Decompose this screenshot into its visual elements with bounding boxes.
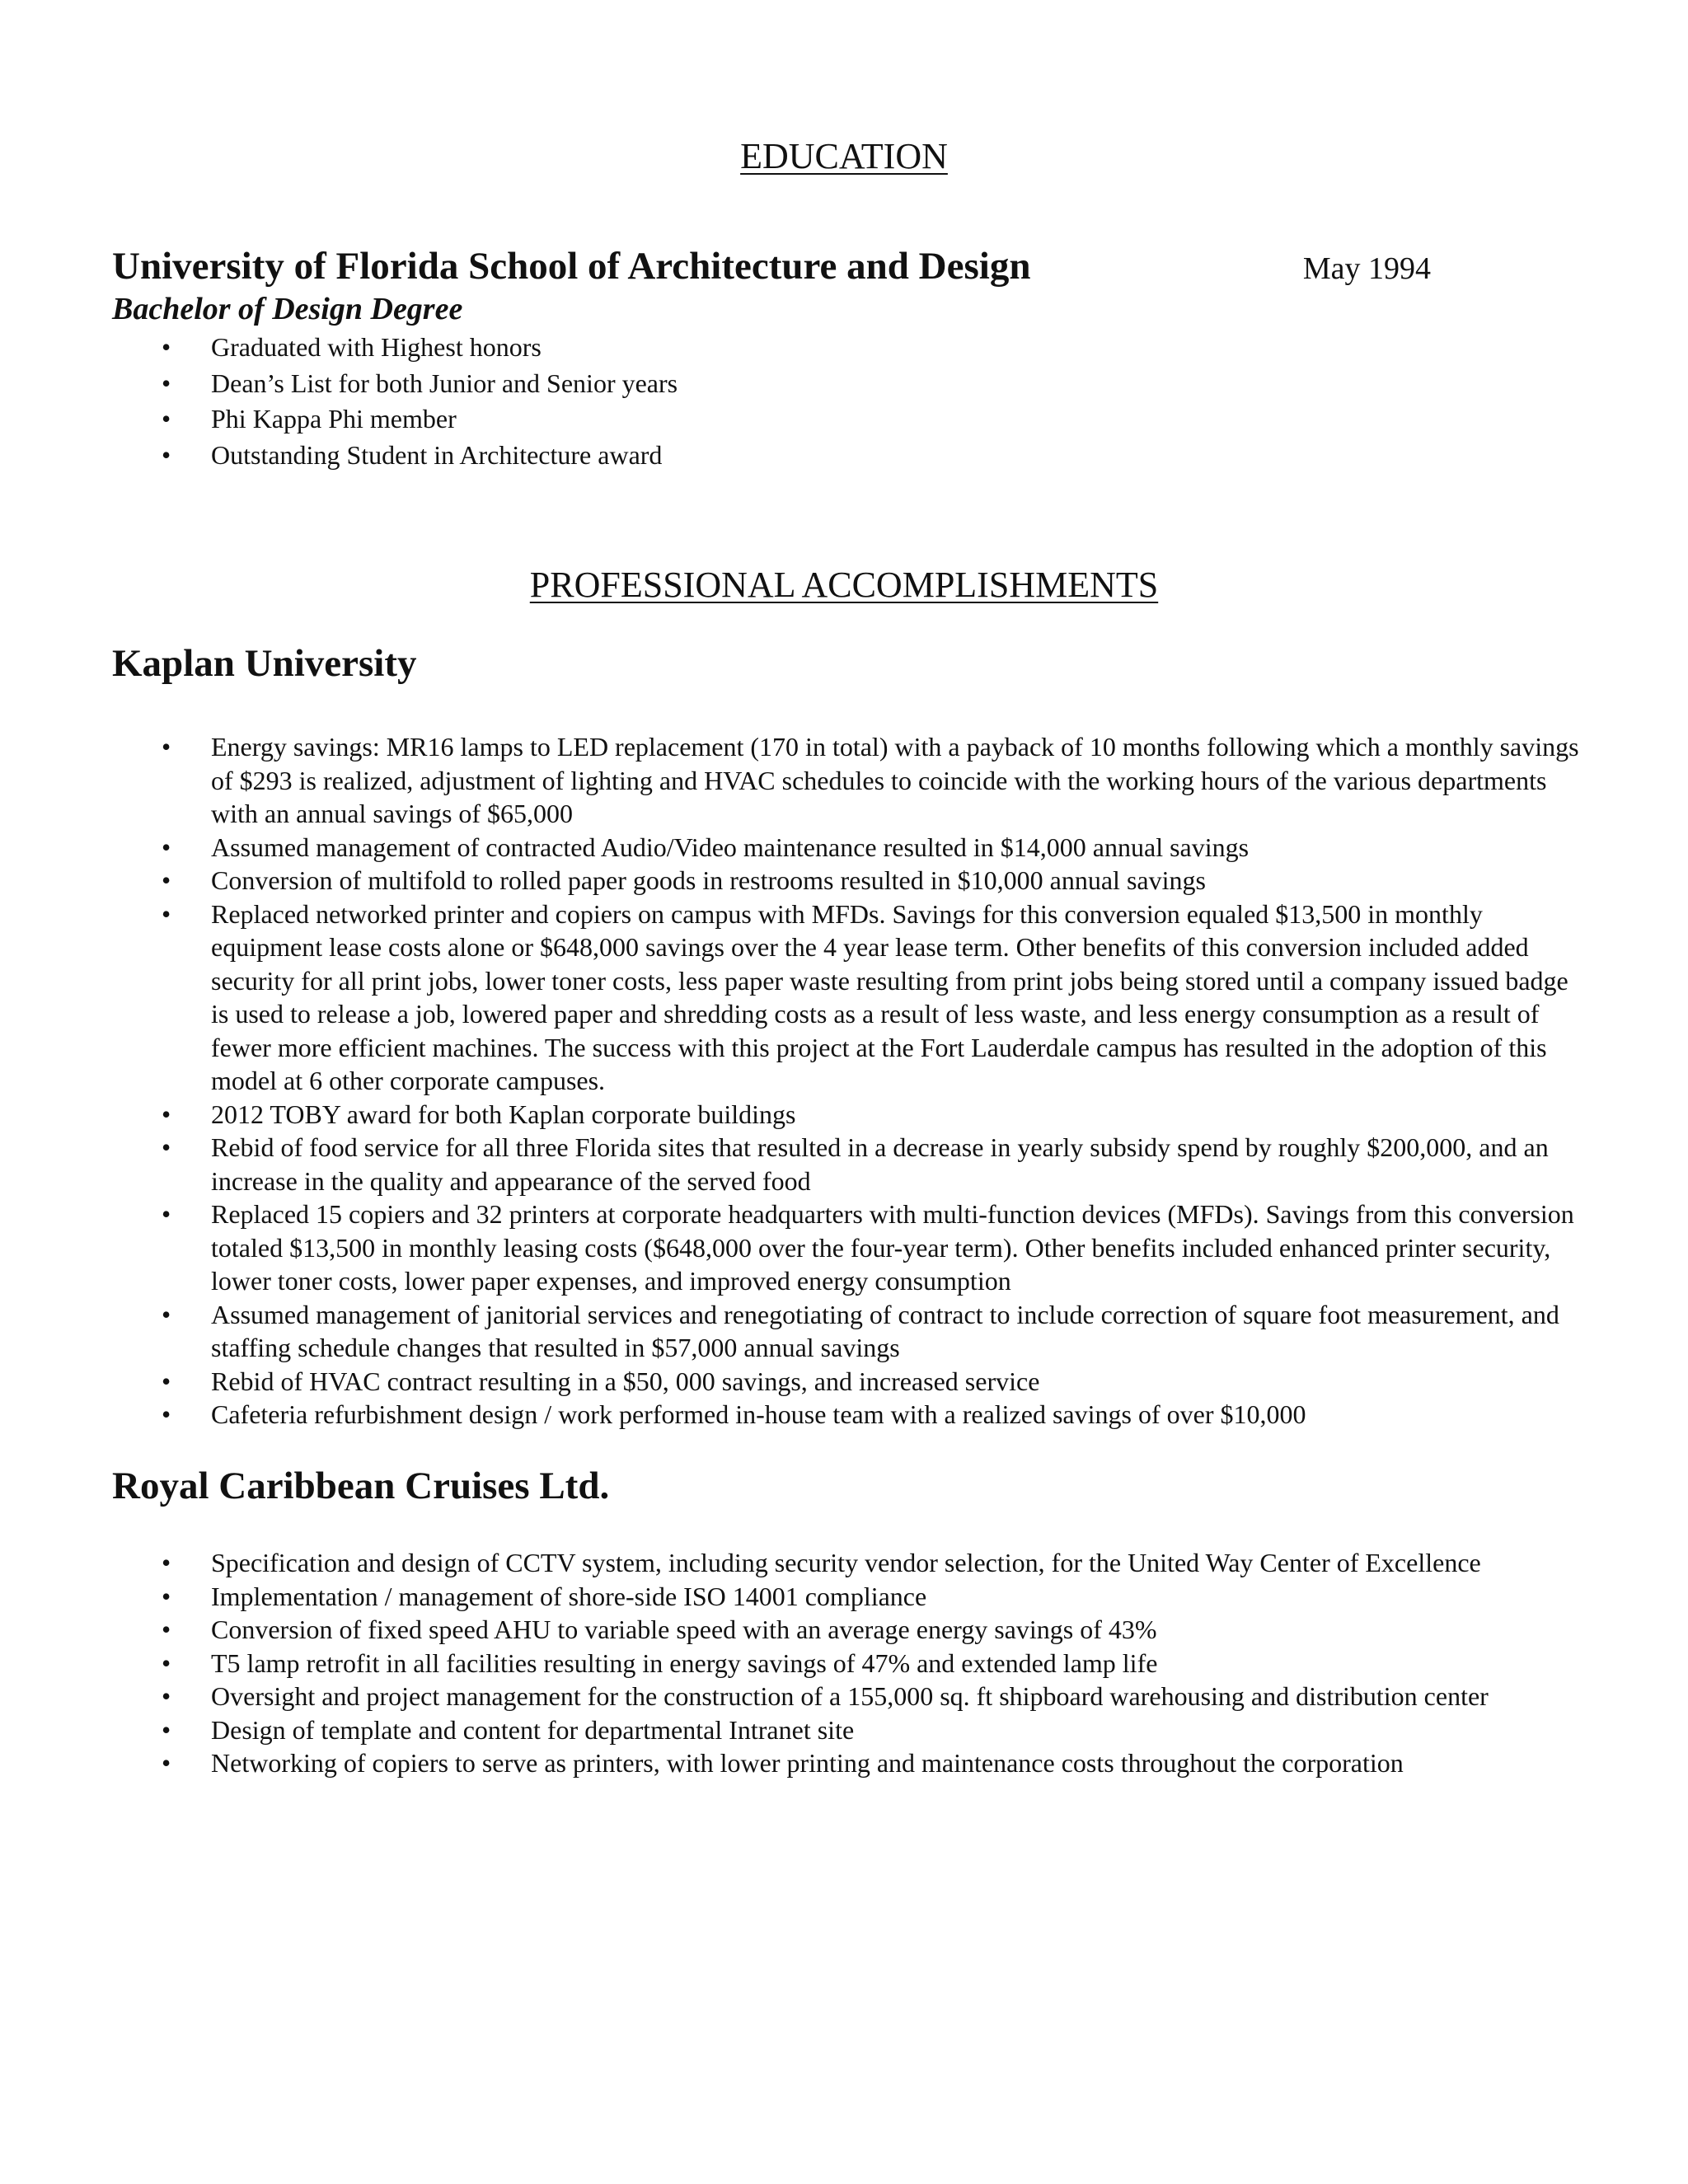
bullet-icon: •: [162, 368, 171, 398]
list-item: • Specification and design of CCTV system, including security vendor selection, for the United Way Center of Excellence: [112, 1546, 1579, 1580]
bullet-icon: •: [162, 1299, 171, 1329]
education-entry: [112, 244, 1431, 473]
list-item: • Cafeteria refurbishment design / work performed in-house team with a realized savings of over $10,000: [112, 1398, 1579, 1432]
bullet-icon: •: [162, 332, 171, 362]
list-item: • Replaced 15 copiers and 32 printers at corporate headquarters with multi-function devices (MFDs). Savings from this conversion totaled $13,500 in monthly leasing costs ($648,000 over the four-year term). Other benefits included enhanced printer security, lower toner costs, lower paper expenses, and improved energy consumption: [162, 1199, 1574, 1296]
education-header: [112, 244, 1431, 288]
list-item: • Phi Kappa Phi member: [112, 401, 1431, 438]
bullet-icon: •: [162, 1681, 171, 1711]
school-name: University of Florida School of Architecture and Design: [112, 245, 1031, 288]
graduation-date: May 1994: [1302, 251, 1431, 286]
bullet-icon: •: [162, 865, 171, 895]
bullet-icon: •: [162, 1615, 171, 1644]
bullet-icon: •: [162, 1647, 171, 1678]
bullet-icon: •: [162, 1581, 171, 1611]
list-item: • Oversight and project management for the construction of a 155,000 sq. ft shipboard warehousing and distribution center: [112, 1680, 1579, 1713]
education-heading: EDUCATION: [740, 136, 948, 176]
list-item: • Outstanding Student in Architecture award: [112, 438, 1431, 474]
list-item: • Dean’s List for both Junior and Senior years: [112, 366, 1431, 402]
list-item: • Energy savings: MR16 lamps to LED replacement (170 in total) with a payback of 10 months following which a monthly savings of $293 is realized, adjustment of lighting and HVAC schedules to coincide with the working hours of the various departments with an annual savings of $65,000: [162, 732, 1579, 828]
bullet-icon: •: [162, 1099, 171, 1129]
list-item: • Rebid of HVAC contract resulting in a $50, 000 savings, and increased service: [112, 1365, 1579, 1399]
employer-name-royal-caribbean: Royal Caribbean Cruises Ltd.: [112, 1465, 610, 1507]
list-item: • T5 lamp retrofit in all facilities resulting in energy savings of 47% and extended lamp life: [112, 1647, 1579, 1680]
education-honors-list: [112, 330, 1431, 473]
list-item: • Design of template and content for departmental Intranet site: [112, 1713, 1579, 1747]
list-item: • Graduated with Highest honors: [112, 330, 1431, 366]
bullet-icon: •: [162, 898, 171, 929]
bullet-icon: •: [162, 404, 171, 434]
bullet-icon: •: [162, 1366, 171, 1396]
bullet-icon: •: [162, 1132, 171, 1162]
bullet-icon: •: [162, 1714, 171, 1745]
accomplishments-heading: PROFESSIONAL ACCOMPLISHMENTS: [529, 565, 1159, 605]
bullet-icon: •: [162, 1399, 171, 1429]
list-item: • Implementation / management of shore-side ISO 14001 compliance: [112, 1580, 1579, 1614]
list-item: • Networking of copiers to serve as printers, with lower printing and maintenance costs throughout the corporation: [112, 1746, 1579, 1780]
list-item: • Replaced networked printer and copiers on campus with MFDs. Savings for this conversion equaled $13,500 in monthly equipment lease costs alone or $648,000 savings over the 4 year lease term. Other benefits of this conversion included added security for all print jobs, lower toner costs, less paper waste resulting from print jobs being stored until a company issued badge is used to release a job, lowered paper and shredding costs as a result of less waste, and less energy consumption as a result of fewer more efficient machines. The success with this project at the Fort Lauderdale campus has resulted in the adoption of this model at 6 other corporate campuses.: [162, 898, 1568, 1095]
list-item: • Rebid of food service for all three Florida sites that resulted in a decrease in yearly subsidy spend by roughly $200,000, and an increase in the quality and appearance of the served food: [162, 1132, 1549, 1196]
royal-caribbean-accomplishments-list: [112, 1546, 1579, 1780]
bullet-icon: •: [162, 832, 171, 862]
list-item: • Conversion of fixed speed AHU to variable speed with an average energy savings of 43%: [112, 1613, 1579, 1647]
list-item: • Assumed management of contracted Audio/Video maintenance resulted in $14,000 annual savings: [112, 831, 1579, 865]
degree-title: Bachelor of Design Degree: [112, 292, 463, 326]
list-item: • Conversion of multifold to rolled paper goods in restrooms resulted in $10,000 annual savings: [112, 864, 1579, 898]
bullet-icon: •: [162, 439, 171, 470]
kaplan-accomplishments-list: [112, 730, 1579, 1432]
bullet-icon: •: [162, 1548, 171, 1577]
list-item: • Assumed management of janitorial services and renegotiating of contract to include correction of square foot measurement, and staffing schedule changes that resulted in $57,000 annual savings: [162, 1299, 1559, 1362]
bullet-icon: •: [162, 732, 171, 762]
bullet-icon: •: [162, 1748, 171, 1778]
bullet-icon: •: [162, 1199, 171, 1229]
employer-name-kaplan: Kaplan University: [112, 642, 417, 685]
list-item: • 2012 TOBY award for both Kaplan corporate buildings: [112, 1098, 1579, 1132]
